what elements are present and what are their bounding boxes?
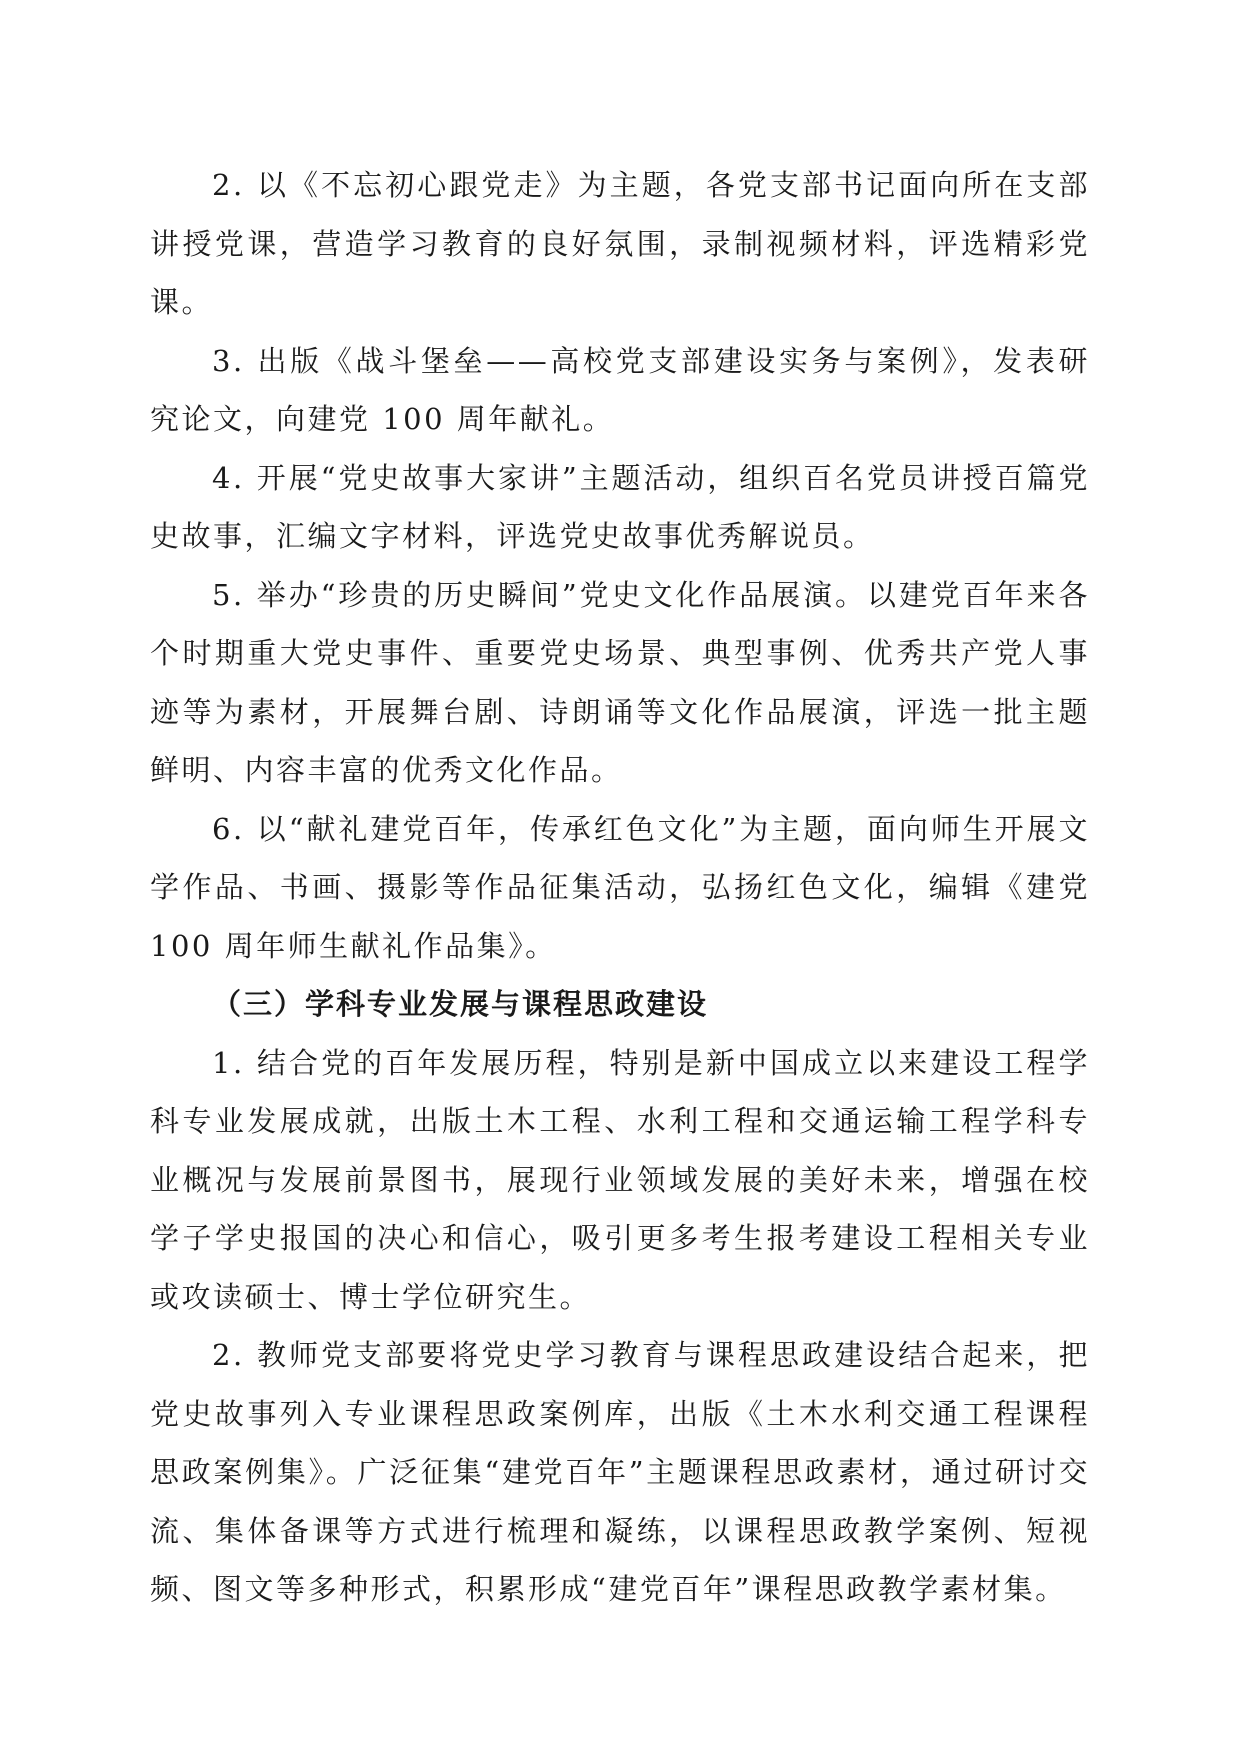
paragraph-item-2-party-lecture: 2. 以《不忘初心跟党走》为主题，各党支部书记面向所在支部讲授党课，营造学习教育的良好氛围，录制视频材料，评选精彩党课。 — [150, 168, 1090, 319]
paragraph-item-2-course-cases: 2. 教师党支部要将党史学习教育与课程思政建设结合起来，把党史故事列入专业课程思政案例库，出版《土木水利交通工程课程思政案例集》。广泛征集“建党百年”主题课程思政素材，通过研讨交流、集体备课等方式进行梳理和凝练，以课程思政教学案例、短视频、图文等多种形式，积累形成“建党百年”课程思政教学素材集。 — [150, 1338, 1090, 1606]
document-body — [150, 156, 1090, 1619]
paragraph-item-5-cultural-show: 5. 举办“珍贵的历史瞬间”党史文化作品展演。以建党百年来各个时期重大党史事件、重要党史场景、典型事例、优秀共产党人事迹等为素材，开展舞台剧、诗朗诵等文化作品展演，评选一批主题鲜明、内容丰富的优秀文化作品。 — [150, 577, 1090, 787]
paragraph-item-6-works-collection: 6. 以“献礼建党百年，传承红色文化”为主题，面向师生开展文学作品、书画、摄影等作品征集活动，弘扬红色文化，编辑《建党 100 周年师生献礼作品集》。 — [150, 811, 1090, 963]
paragraph-item-3-publication: 3. 出版《战斗堡垒——高校党支部建设实务与案例》，发表研究论文，向建党 100 周年献礼。 — [150, 343, 1090, 436]
paragraph-item-1-discipline-books: 1. 结合党的百年发展历程，特别是新中国成立以来建设工程学科专业发展成就，出版土木工程、水利工程和交通运输工程学科专业概况与发展前景图书，展现行业领域发展的美好未来，增强在校学子学史报国的决心和信心，吸引更多考生报考建设工程相关专业或攻读硕士、博士学位研究生。 — [150, 1045, 1090, 1314]
paragraph-item-4-story-activity: 4. 开展“党史故事大家讲”主题活动，组织百名党员讲授百篇党史故事，汇编文字材料，评选党史故事优秀解说员。 — [150, 460, 1090, 553]
section-heading: （三）学科专业发展与课程思政建设 — [212, 987, 709, 1021]
